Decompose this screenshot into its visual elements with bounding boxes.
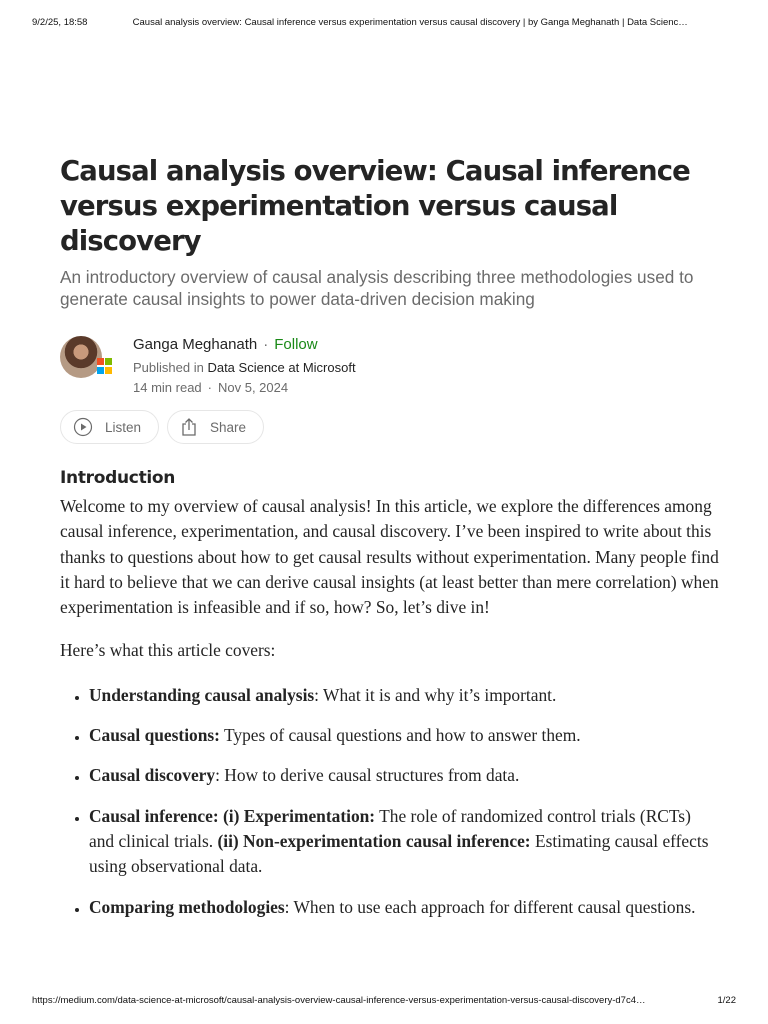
section-heading: Introduction [60, 468, 176, 488]
list-item-bold: Causal inference: (i) Experimentation: [89, 805, 376, 826]
follow-button[interactable]: Follow [274, 336, 318, 353]
toc-list [60, 683, 720, 920]
list-item-text: : What it is and why it’s important. [314, 684, 557, 705]
play-icon [73, 417, 93, 437]
article [60, 154, 720, 935]
list-item-text: Types of causal questions and how to answer them. [219, 725, 581, 746]
separator-dot: · [263, 336, 269, 353]
print-datetime: 9/2/25, 18:58 [32, 17, 88, 28]
author-avatar-group[interactable] [60, 336, 106, 382]
article-title: Causal analysis overview: Causal inference versus experimentation versus causal discovery [60, 155, 690, 257]
covers-intro: Here’s what this article covers: [60, 640, 276, 661]
list-item-bold: Comparing methodologies [89, 896, 285, 917]
article-subtitle: An introductory overview of causal analysis describing three methodologies used to generate causal insights to power data-driven decision making [60, 267, 694, 309]
separator-dot: · [207, 380, 212, 395]
publish-date: Nov 5, 2024 [218, 380, 289, 395]
list-item [89, 804, 720, 880]
print-doc-title: Causal analysis overview: Causal inference versus experimentation versus causal discovery | by Ganga Meghanath | Data Scienc… [132, 17, 688, 28]
list-item-text: : How to derive causal structures from data. [215, 765, 520, 786]
list-item-text: : When to use each approach for different causal questions. [284, 896, 696, 917]
share-icon [180, 417, 198, 437]
avatar[interactable] [60, 336, 102, 378]
list-item-text: Estimating causal effects using observational data. [89, 830, 709, 877]
print-footer [32, 995, 736, 1006]
byline [60, 335, 720, 397]
page-number: 1/22 [717, 995, 736, 1006]
print-url: https://medium.com/data-science-at-microsoft/causal-analysis-overview-causal-inference-versus-experimentation-versus-causal-discovery-d7c4… [32, 995, 646, 1006]
author-meta [133, 335, 356, 397]
list-item-text: The role of randomized control trials (RCTs) and clinical trials. [89, 805, 691, 851]
action-bar [60, 410, 720, 444]
listen-label: Listen [105, 419, 142, 435]
list-item-bold: Causal discovery [89, 765, 216, 786]
list-item [89, 763, 720, 788]
publication-link[interactable]: Data Science at Microsoft [207, 360, 356, 375]
intro-paragraph: Welcome to my overview of causal analysis! In this article, we explore the differences among causal inference, experimentation, and causal discovery. I’ve been inspired to write about this thanks to questions about how to get causal results without experimentation. Many people find it hard to believe that we can derive causal insights (at least better than mere correlation) when experimentation is infeasible and if so, how? So, let’s dive in! [60, 496, 719, 618]
print-header [32, 17, 736, 28]
list-item [89, 683, 720, 708]
listen-button[interactable] [60, 410, 159, 444]
list-item-bold: Causal questions: [89, 725, 220, 746]
list-item [89, 723, 720, 748]
list-item-bold: Understanding causal analysis [89, 684, 315, 705]
microsoft-logo-icon[interactable] [97, 358, 113, 374]
share-label: Share [210, 419, 247, 435]
author-name[interactable]: Ganga Meghanath [133, 336, 258, 353]
list-item-bold: (ii) Non-experimentation causal inference: [217, 830, 531, 851]
published-in-label: Published in [133, 360, 204, 375]
read-time: 14 min read [133, 380, 202, 395]
share-button[interactable] [167, 410, 264, 444]
list-item [89, 895, 720, 920]
